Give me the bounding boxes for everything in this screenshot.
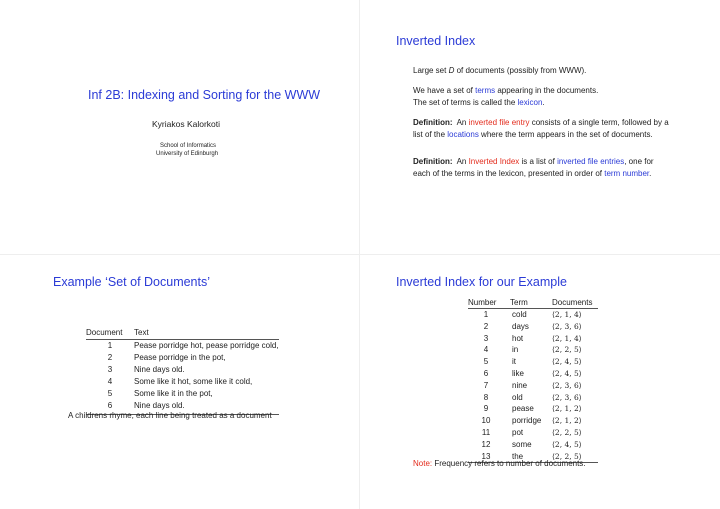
- table-row: [468, 368, 598, 380]
- defined-term: inverted file entry: [468, 118, 530, 127]
- table-caption: A childrens rhyme, each line being treated as a document: [68, 411, 272, 420]
- text-fragment: An: [456, 157, 469, 166]
- term: pot: [512, 427, 524, 437]
- document-text: Pease porridge hot, pease porridge cold,: [134, 341, 279, 350]
- text-fragment: of documents (possibly from WWW).: [454, 66, 587, 75]
- column-header: Term: [510, 297, 552, 309]
- term-number-highlight: term number: [604, 169, 650, 178]
- documents-tuple: ⟨2, 1, 4⟩: [552, 310, 582, 319]
- term-number: 13: [468, 451, 510, 463]
- term: nine: [512, 380, 528, 390]
- term-number: 3: [483, 333, 489, 343]
- deck-title: Inf 2B: Indexing and Sorting for the WWW: [88, 88, 321, 102]
- term: days: [512, 321, 529, 331]
- text-fragment: , one for each of the terms in the lexicon, presented in order of: [413, 157, 654, 178]
- slide-title: Example ‘Set of Documents’: [53, 275, 211, 289]
- table-row: [86, 376, 279, 388]
- documents-tuple: ⟨2, 1, 4⟩: [552, 333, 582, 343]
- term: in: [512, 345, 519, 355]
- institution-line-1: School of Informatics: [160, 143, 217, 149]
- slide-inverted-index-example: [360, 255, 720, 509]
- note-text: Frequency refers to number of documents.: [432, 459, 586, 468]
- table-row: [468, 344, 598, 356]
- documents-tuple: ⟨2, 3, 6⟩: [552, 392, 582, 402]
- table-row: [86, 352, 279, 364]
- term: it: [512, 357, 516, 367]
- document-text: Some like it in the pot,: [134, 389, 213, 398]
- column-header: Text: [134, 327, 279, 340]
- document-number: 6: [86, 400, 134, 415]
- documents-tuple: ⟨2, 1, 2⟩: [552, 404, 582, 414]
- table-row: [468, 309, 598, 321]
- text-fragment: .: [649, 169, 652, 178]
- table-row: [468, 333, 598, 345]
- term-number: 8: [483, 392, 489, 402]
- documents-tuple: ⟨2, 4, 5⟩: [552, 439, 582, 449]
- paragraph-document-set: [413, 65, 673, 77]
- document-text: Nine days old.: [134, 365, 185, 374]
- document-number: 1: [107, 341, 113, 350]
- variable-d: D: [448, 66, 455, 75]
- document-text: Pease porridge in the pot,: [134, 353, 226, 362]
- column-header: Documents: [552, 297, 598, 309]
- term: hot: [512, 333, 524, 343]
- text-fragment: consists of a single term, followed by a list of the: [413, 118, 669, 139]
- term-number: 2: [483, 321, 489, 331]
- text-fragment: is a list of: [519, 157, 558, 166]
- term-number: 1: [483, 310, 489, 319]
- document-number: 5: [107, 389, 113, 398]
- documents-tuple: ⟨2, 3, 6⟩: [552, 321, 582, 331]
- documents-tuple: ⟨2, 2, 5⟩: [552, 427, 582, 437]
- documents-table: [86, 327, 279, 415]
- term: some: [512, 439, 532, 449]
- table-row: [86, 340, 279, 353]
- defined-term: Inverted Index: [468, 157, 520, 166]
- table-row: [468, 392, 598, 404]
- footnote: [413, 459, 586, 468]
- documents-tuple: ⟨2, 2, 5⟩: [552, 451, 598, 463]
- table-row: [468, 415, 598, 427]
- term-number: 9: [483, 404, 489, 414]
- documents-tuple: ⟨2, 2, 5⟩: [552, 345, 582, 355]
- paragraph-terms: [413, 85, 673, 109]
- term: like: [512, 368, 525, 378]
- documents-tuple: ⟨2, 1, 2⟩: [552, 416, 582, 426]
- text-fragment: where the term appears in the set of documents.: [478, 130, 653, 139]
- entries-highlight: inverted file entries: [557, 157, 625, 166]
- term-number: 12: [481, 439, 491, 449]
- term: pease: [512, 404, 534, 414]
- text-fragment: The set of terms is called the: [413, 98, 518, 107]
- term-highlight: terms: [475, 86, 496, 95]
- lexicon-highlight: lexicon: [517, 98, 543, 107]
- term-number: 7: [483, 380, 489, 390]
- slide-title: Inverted Index for our Example: [396, 275, 567, 289]
- table-header-row: [468, 297, 598, 309]
- table-row: [468, 403, 598, 415]
- text-fragment: .: [542, 98, 545, 107]
- table-row: [468, 427, 598, 439]
- text-fragment: An: [456, 118, 469, 127]
- document-text: Some like it hot, some like it cold,: [134, 377, 253, 386]
- column-header: Document: [86, 327, 134, 340]
- note-label: Note:: [413, 459, 433, 468]
- document-text: Nine days old.: [134, 400, 279, 415]
- definition-inverted-index: [413, 156, 673, 180]
- text-fragment: We have a set of: [413, 86, 476, 95]
- term-number: 10: [481, 416, 491, 426]
- text-fragment: Large set: [413, 66, 449, 75]
- table-row: [86, 388, 279, 400]
- term: porridge: [512, 416, 542, 426]
- term-number: 4: [483, 345, 489, 355]
- slide-set-of-documents: [0, 255, 360, 509]
- locations-highlight: locations: [447, 130, 479, 139]
- term: the: [510, 451, 552, 463]
- slide-title-page: [0, 0, 360, 254]
- inverted-index-table: [468, 297, 598, 463]
- definition-label: Definition:: [413, 157, 453, 166]
- term: old: [512, 392, 523, 402]
- document-number: 2: [107, 353, 113, 362]
- text-fragment: appearing in the documents.: [495, 86, 599, 95]
- definition-inverted-file-entry: [413, 117, 673, 141]
- document-number: 4: [107, 377, 113, 386]
- table-row: [468, 439, 598, 451]
- slide-inverted-index: [360, 0, 720, 254]
- documents-tuple: ⟨2, 4, 5⟩: [552, 368, 582, 378]
- term-number: 6: [483, 368, 489, 378]
- table-row: [468, 321, 598, 333]
- term: cold: [512, 310, 527, 319]
- documents-tuple: ⟨2, 4, 5⟩: [552, 357, 582, 367]
- column-header: Number: [468, 297, 510, 309]
- term-number: 5: [483, 357, 489, 367]
- table-row: [468, 356, 598, 368]
- table-row: [468, 380, 598, 392]
- definition-label: Definition:: [413, 118, 453, 127]
- term-number: 11: [481, 427, 491, 437]
- slide-title: Inverted Index: [396, 34, 476, 48]
- table-row: [86, 364, 279, 376]
- institution-line-2: University of Edinburgh: [156, 151, 219, 157]
- document-number: 3: [107, 365, 113, 374]
- documents-tuple: ⟨2, 3, 6⟩: [552, 380, 582, 390]
- author-name: Kyriakos Kalorkoti: [152, 119, 221, 129]
- table-header-row: [86, 327, 279, 340]
